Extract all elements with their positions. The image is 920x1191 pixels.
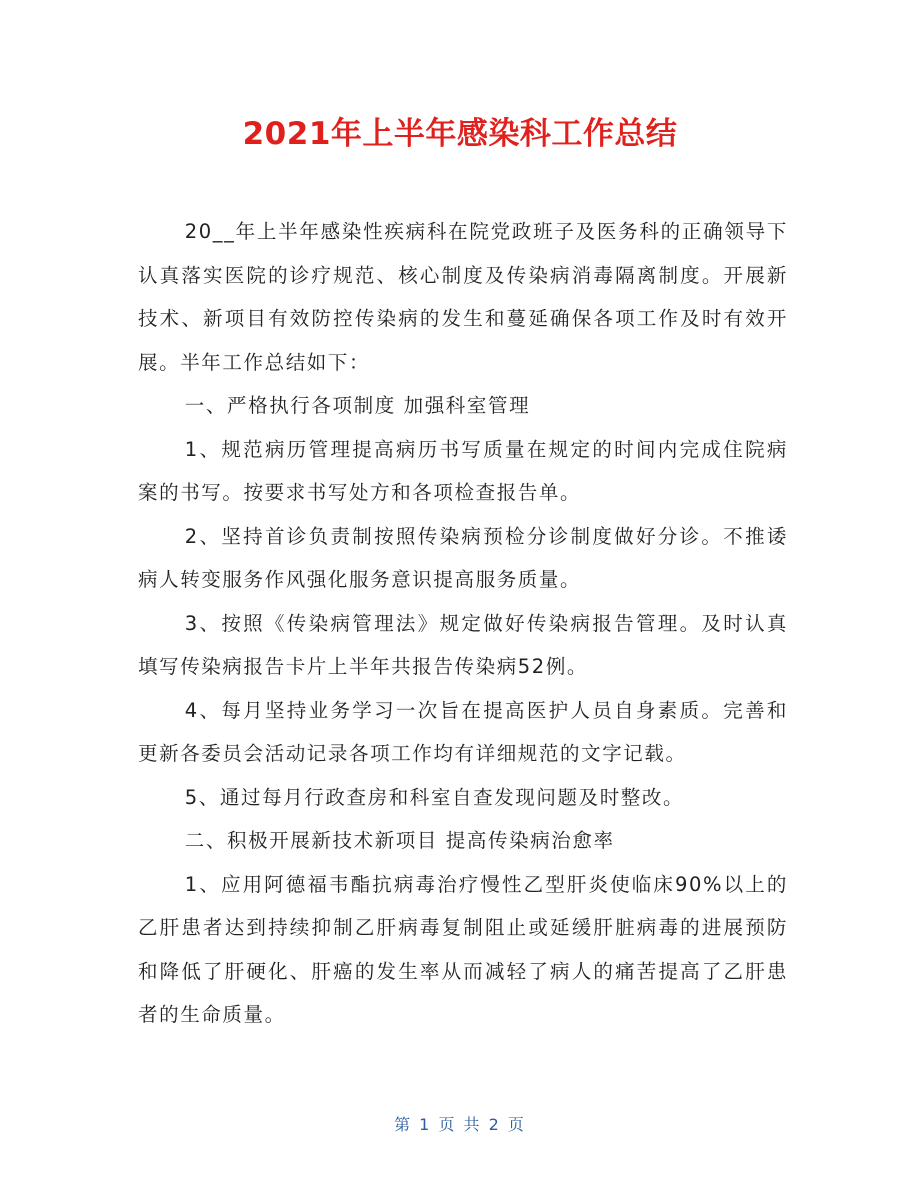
document-title: 2021年上半年感染科工作总结 xyxy=(242,116,678,152)
document-body xyxy=(138,210,788,1037)
page-number-footer: 第 1 页 共 2 页 xyxy=(394,1115,526,1134)
list-item-1-2: 2、坚持首诊负责制按照传染病预检分诊制度做好分诊。不推诿病人转变服务作风强化服务意识提高服务质量。 xyxy=(138,524,788,591)
list-item-2-1: 1、应用阿德福韦酯抗病毒治疗慢性乙型肝炎使临床90%以上的乙肝患者达到持续抑制乙肝病毒复制阻止或延缓肝脏病毒的进展预防和降低了肝硬化、肝癌的发生率从而减轻了病人的痛苦提高了乙肝患者的生命质量。 xyxy=(138,872,788,1026)
list-item-1-4: 4、每月坚持业务学习一次旨在提高医护人员自身素质。完善和更新各委员会活动记录各项工作均有详细规范的文字记载。 xyxy=(138,698,788,765)
section-heading-1: 一、严格执行各项制度 加强科室管理 xyxy=(184,394,531,417)
intro-paragraph: 20__年上半年感染性疾病科在院党政班子及医务科的正确领导下认真落实医院的诊疗规范、核心制度及传染病消毒隔离制度。开展新技术、新项目有效防控传染病的发生和蔓延确保各项工作及时有效开展。半年工作总结如下： xyxy=(138,220,788,374)
list-item-1-1: 1、规范病历管理提高病历书写质量在规定的时间内完成住院病案的书写。按要求书写处方和各项检查报告单。 xyxy=(138,437,788,504)
section-heading-2: 二、积极开展新技术新项目 提高传染病治愈率 xyxy=(184,829,615,852)
list-item-1-3: 3、按照《传染病管理法》规定做好传染病报告管理。及时认真填写传染病报告卡片上半年共报告传染病52例。 xyxy=(138,611,788,678)
list-item-1-5: 5、通过每月行政查房和科室自查发现问题及时整改。 xyxy=(184,785,685,809)
